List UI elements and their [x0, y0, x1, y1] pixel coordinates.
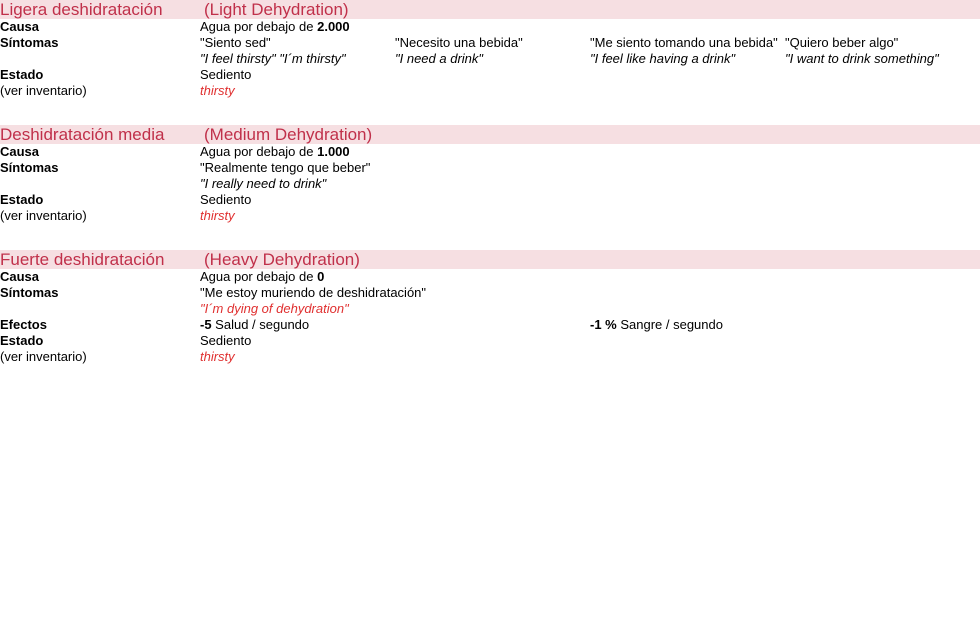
row-efectos [0, 317, 980, 333]
spacer-cell [0, 176, 200, 192]
efecto-2-text: Sangre / segundo [616, 317, 723, 332]
row-causa [0, 269, 980, 285]
section-title-en: (Light Dehydration) [200, 0, 980, 19]
spacer-cell [0, 51, 200, 67]
label-causa: Causa [0, 144, 40, 159]
label-causa: Causa [0, 19, 40, 34]
causa-value [200, 269, 980, 285]
estado-value: Sediento [200, 192, 252, 207]
section-medium-dehydration [0, 125, 980, 224]
sintoma-en-1: "I feel thirsty" "I´m thirsty" [200, 51, 346, 66]
section-title-en: (Medium Dehydration) [200, 125, 980, 144]
efecto-1-value: -5 [200, 317, 212, 332]
estado-value: Sediento [200, 67, 252, 82]
sintoma-es-2: "Necesito una bebida" [395, 35, 523, 50]
label-estado: Estado [0, 192, 44, 207]
section-title-es: Deshidratación media [0, 125, 200, 144]
section-title-es: Ligera deshidratación [0, 0, 200, 19]
row-inventario [0, 83, 980, 99]
section-divider [0, 224, 980, 250]
causa-text: Agua por debajo de [200, 19, 318, 34]
row-causa [0, 144, 980, 160]
inventario-value: thirsty [200, 349, 235, 364]
label-sintomas: Síntomas [0, 160, 59, 175]
efecto-2 [590, 317, 980, 333]
section-title-en: (Heavy Dehydration) [200, 250, 980, 269]
causa-number: 0 [317, 269, 325, 284]
section-header [0, 0, 980, 19]
section-title-es: Fuerte deshidratación [0, 250, 200, 269]
causa-value [200, 144, 980, 160]
inventario-value: thirsty [200, 208, 235, 223]
section-divider [0, 99, 980, 125]
row-estado [0, 192, 980, 208]
causa-number: 1.000 [317, 144, 350, 159]
row-sintomas-en [0, 176, 980, 192]
row-sintomas [0, 285, 980, 301]
efecto-2-value: -1 % [590, 317, 617, 332]
sintoma-es-3: "Me siento tomando una bebida" [590, 35, 778, 50]
row-sintomas-en [0, 51, 980, 67]
causa-text: Agua por debajo de [200, 269, 318, 284]
section-header [0, 250, 980, 269]
sintoma-es-1: "Me estoy muriendo de deshidratación" [200, 285, 427, 300]
section-heavy-dehydration [0, 250, 980, 365]
row-inventario [0, 208, 980, 224]
sintoma-es-4: "Quiero beber algo" [785, 35, 899, 50]
sintoma-en-4: "I want to drink something" [785, 51, 939, 66]
section-light-dehydration [0, 0, 980, 99]
label-inventario: (ver inventario) [0, 349, 87, 364]
label-inventario: (ver inventario) [0, 208, 87, 223]
sintoma-es-1: "Realmente tengo que beber" [200, 160, 371, 175]
sintoma-en-2: "I need a drink" [395, 51, 484, 66]
label-inventario: (ver inventario) [0, 83, 87, 98]
row-inventario [0, 349, 980, 365]
label-causa: Causa [0, 269, 40, 284]
row-sintomas-en [0, 301, 980, 317]
section-header [0, 125, 980, 144]
label-sintomas: Síntomas [0, 35, 59, 50]
label-efectos: Efectos [0, 317, 47, 332]
inventario-value: thirsty [200, 83, 235, 98]
label-estado: Estado [0, 333, 44, 348]
sintoma-en-1: "I really need to drink" [200, 176, 327, 191]
efecto-1 [200, 317, 590, 333]
label-estado: Estado [0, 67, 44, 82]
causa-text: Agua por debajo de [200, 144, 318, 159]
row-sintomas [0, 160, 980, 176]
spacer-cell [0, 301, 200, 317]
estado-value: Sediento [200, 333, 252, 348]
row-sintomas [0, 35, 980, 51]
label-sintomas: Síntomas [0, 285, 59, 300]
sintoma-es-1: "Siento sed" [200, 35, 271, 50]
causa-value [200, 19, 980, 35]
row-causa [0, 19, 980, 35]
causa-number: 2.000 [317, 19, 350, 34]
row-estado [0, 333, 980, 349]
sintoma-en-3: "I feel like having a drink" [590, 51, 736, 66]
efecto-1-text: Salud / segundo [211, 317, 310, 332]
sintoma-en-1: "I´m dying of dehydration" [200, 301, 349, 316]
row-estado [0, 67, 980, 83]
